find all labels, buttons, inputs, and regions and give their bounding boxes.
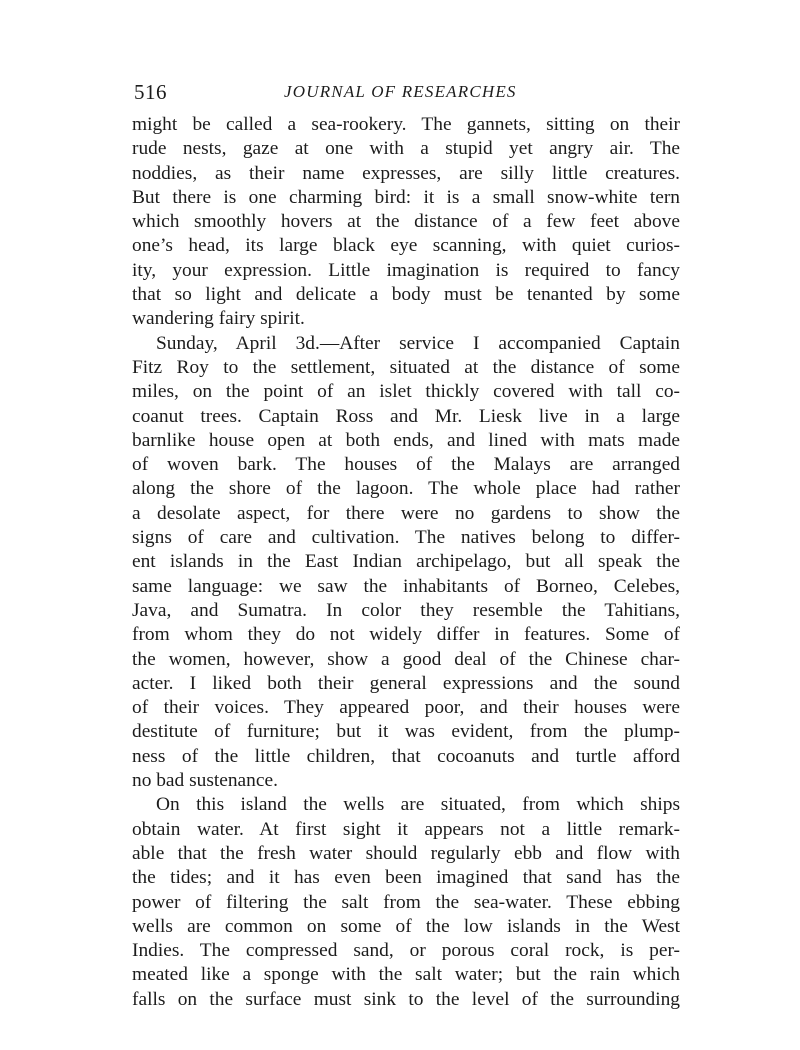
text-line: which smoothly hovers at the distance of a few feet above — [132, 211, 680, 233]
text-line: But there is one charming bird: it is a small snow-white tern — [132, 186, 680, 208]
text-line: coanut trees. Captain Ross and Mr. Liesk live in a large — [132, 405, 680, 427]
text-line: the tides; and it has even been imagined that sand has the — [132, 867, 680, 889]
text-line: wandering fairy spirit. — [132, 308, 305, 330]
text-line: noddies, as their name expresses, are silly little creatures. — [132, 162, 680, 184]
text-line: Java, and Sumatra. In color they resemble the Tahitians, — [132, 599, 680, 621]
text-line: the women, however, show a good deal of the Chinese char- — [132, 648, 680, 670]
text-line: acter. I liked both their general expressions and the sound — [132, 672, 680, 694]
text-line: might be called a sea-rookery. The gannets, sitting on their — [132, 114, 680, 135]
text-line: same language: we saw the inhabitants of Borneo, Celebes, — [132, 575, 680, 597]
text-line: falls on the surface must sink to the level of the surrounding — [132, 988, 680, 1010]
text-line: meated like a sponge with the salt water; but the rain which — [132, 964, 680, 986]
text-line: ity, your expression. Little imagination is required to fancy — [132, 259, 680, 281]
text-line: of woven bark. The houses of the Malays are arranged — [132, 454, 680, 476]
text-line: power of filtering the salt from the sea-water. These ebbing — [132, 891, 680, 913]
text-line: destitute of furniture; but it was evident, from the plump- — [132, 721, 680, 743]
running-head: JOURNAL OF RESEARCHES — [284, 82, 517, 101]
text-line: one’s head, its large black eye scanning, with quiet curios- — [132, 235, 680, 257]
text-line: wells are common on some of the low islands in the West — [132, 915, 680, 937]
text-line: On this island the wells are situated, from which ships — [156, 794, 680, 816]
text-line: miles, on the point of an islet thickly covered with tall co- — [132, 381, 680, 403]
text-line: along the shore of the lagoon. The whole place had rather — [132, 478, 680, 500]
text-line: from whom they do not widely differ in features. Some of — [132, 624, 680, 646]
page-header — [134, 80, 674, 110]
text-line: ent islands in the East Indian archipelago, but all speak the — [132, 551, 680, 573]
text-line: obtain water. At first sight it appears not a little remark- — [132, 818, 680, 840]
text-line: Fitz Roy to the settlement, situated at the distance of some — [132, 356, 680, 378]
text-line: that so light and delicate a body must be tenanted by some — [132, 284, 680, 306]
text-line: Indies. The compressed sand, or porous coral rock, is per- — [132, 940, 680, 962]
text-line: barnlike house open at both ends, and lined with mats made — [132, 429, 680, 451]
body-text — [132, 113, 680, 1012]
text-line: able that the fresh water should regularly ebb and flow with — [132, 842, 680, 864]
text-line: ness of the little children, that cocoanuts and turtle afford — [132, 745, 680, 767]
text-line: rude nests, gaze at one with a stupid yet angry air. The — [132, 138, 680, 160]
text-line: no bad sustenance. — [132, 770, 278, 792]
text-line: a desolate aspect, for there were no gardens to show the — [132, 502, 680, 524]
text-line: of their voices. They appeared poor, and their houses were — [132, 697, 680, 719]
text-line: Sunday, April 3d.—After service I accompanied Captain — [156, 332, 680, 354]
page-number: 516 — [134, 80, 167, 104]
text-line: signs of care and cultivation. The natives belong to differ- — [132, 527, 680, 549]
